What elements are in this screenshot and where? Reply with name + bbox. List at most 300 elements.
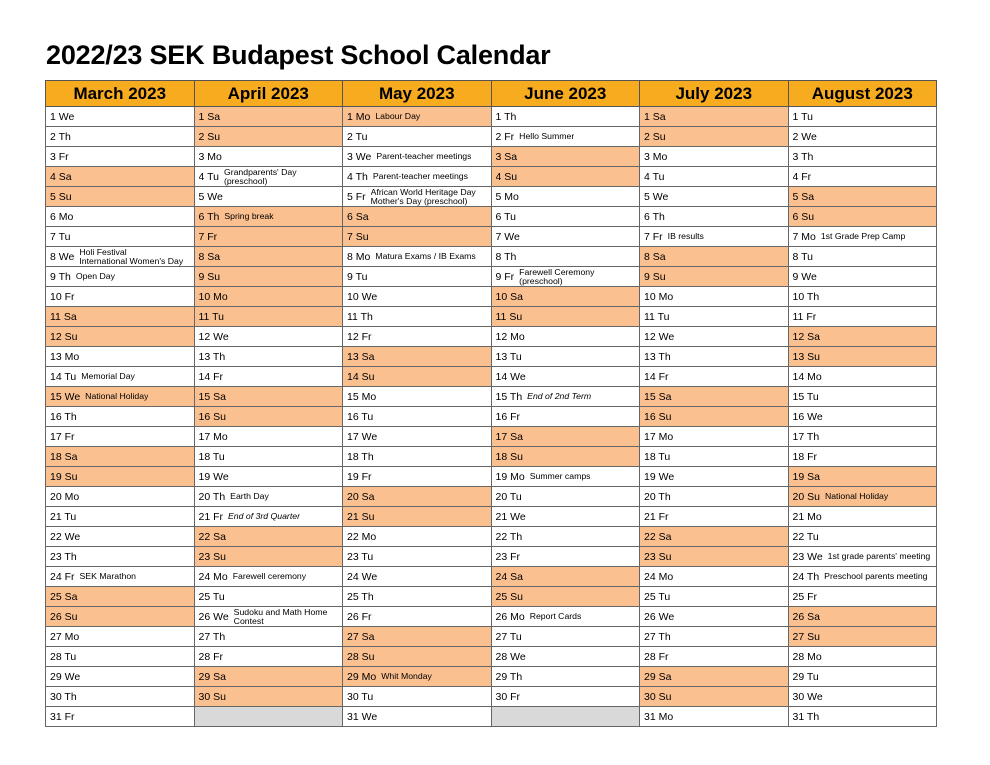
day-cell bbox=[194, 707, 343, 727]
day-content bbox=[644, 507, 788, 526]
day-label: 6 Mo bbox=[50, 210, 74, 223]
day-label: 17 We bbox=[347, 430, 378, 443]
day-cell bbox=[491, 207, 640, 227]
day-content bbox=[50, 627, 194, 646]
day-cell bbox=[640, 367, 789, 387]
day-content bbox=[50, 667, 194, 686]
day-cell bbox=[640, 227, 789, 247]
day-label: 5 Fr bbox=[347, 190, 366, 203]
day-cell bbox=[194, 447, 343, 467]
day-cell bbox=[640, 267, 789, 287]
day-cell bbox=[194, 467, 343, 487]
day-content bbox=[644, 127, 788, 146]
day-cell bbox=[343, 247, 492, 267]
day-content bbox=[793, 107, 937, 126]
day-content bbox=[347, 307, 491, 326]
day-label: 27 Su bbox=[792, 630, 820, 643]
day-content bbox=[50, 567, 194, 586]
day-label: 23 Th bbox=[50, 550, 77, 563]
calendar-body bbox=[46, 107, 937, 727]
day-label: 12 Mo bbox=[495, 330, 525, 343]
day-cell bbox=[194, 147, 343, 167]
day-content bbox=[496, 607, 640, 626]
day-content bbox=[496, 267, 640, 286]
day-cell bbox=[640, 307, 789, 327]
day-label: 16 Fr bbox=[495, 410, 521, 423]
day-content bbox=[347, 687, 491, 706]
day-label: 27 Tu bbox=[495, 630, 522, 643]
day-cell bbox=[343, 667, 492, 687]
day-label: 22 Tu bbox=[792, 530, 819, 543]
day-content bbox=[793, 567, 937, 586]
day-label: 3 Mo bbox=[644, 150, 668, 163]
day-label: 18 Tu bbox=[644, 450, 671, 463]
day-content bbox=[50, 587, 194, 606]
day-content bbox=[793, 587, 937, 606]
day-content bbox=[347, 227, 491, 246]
day-content bbox=[347, 167, 491, 186]
day-label: 23 Tu bbox=[347, 550, 374, 563]
day-content bbox=[793, 447, 937, 466]
day-label: 26 Fr bbox=[347, 610, 372, 623]
day-cell bbox=[343, 467, 492, 487]
day-label: 25 Th bbox=[347, 590, 374, 603]
day-content bbox=[644, 487, 788, 506]
event-note: Spring break bbox=[224, 212, 274, 221]
day-content bbox=[199, 527, 343, 546]
day-content bbox=[644, 547, 788, 566]
day-content bbox=[199, 607, 343, 626]
calendar-row bbox=[46, 307, 937, 327]
day-content bbox=[793, 127, 937, 146]
day-label: 21 Su bbox=[347, 510, 375, 523]
day-label: 9 Su bbox=[644, 270, 666, 283]
day-cell bbox=[194, 307, 343, 327]
day-cell bbox=[343, 367, 492, 387]
day-cell bbox=[640, 707, 789, 727]
day-content bbox=[199, 347, 343, 366]
month-header: June 2023 bbox=[491, 81, 640, 107]
day-label: 12 Su bbox=[50, 330, 78, 343]
day-content bbox=[199, 687, 343, 706]
day-label: 19 Mo bbox=[495, 470, 525, 483]
day-cell bbox=[343, 127, 492, 147]
event-note: SEK Marathon bbox=[79, 572, 137, 581]
day-content bbox=[199, 307, 343, 326]
day-label: 21 Fr bbox=[198, 510, 224, 523]
day-content bbox=[50, 367, 194, 386]
event-note: Holi Festival International Women's Day bbox=[79, 247, 184, 266]
day-cell bbox=[640, 387, 789, 407]
day-cell bbox=[343, 267, 492, 287]
month-header: April 2023 bbox=[194, 81, 343, 107]
day-label: 28 Tu bbox=[50, 650, 77, 663]
day-content bbox=[347, 587, 491, 606]
calendar-row bbox=[46, 127, 937, 147]
day-cell bbox=[491, 387, 640, 407]
day-content bbox=[199, 207, 343, 226]
day-label: 19 Su bbox=[50, 470, 78, 483]
day-cell bbox=[343, 487, 492, 507]
day-label: 5 We bbox=[198, 190, 223, 203]
day-cell bbox=[343, 387, 492, 407]
event-note: Whit Monday bbox=[381, 672, 432, 681]
day-cell bbox=[788, 287, 937, 307]
day-content bbox=[199, 107, 343, 126]
day-label: 12 We bbox=[198, 330, 229, 343]
day-content bbox=[496, 167, 640, 186]
day-label: 18 Th bbox=[347, 450, 374, 463]
event-note: End of 3rd Quarter bbox=[228, 512, 300, 521]
day-content bbox=[347, 547, 491, 566]
day-label: 26 Sa bbox=[792, 610, 820, 623]
day-cell bbox=[788, 507, 937, 527]
day-cell bbox=[46, 127, 195, 147]
event-note: Memorial Day bbox=[81, 372, 135, 381]
calendar-row bbox=[46, 107, 937, 127]
day-label: 18 Tu bbox=[198, 450, 225, 463]
day-content bbox=[496, 327, 640, 346]
day-label: 5 Su bbox=[50, 190, 72, 203]
day-cell bbox=[194, 667, 343, 687]
day-label: 16 We bbox=[792, 410, 823, 423]
day-content bbox=[644, 367, 788, 386]
day-content bbox=[644, 567, 788, 586]
day-content bbox=[793, 247, 937, 266]
day-content bbox=[644, 667, 788, 686]
day-label: 4 Tu bbox=[198, 170, 219, 183]
day-label: 7 Fr bbox=[644, 230, 663, 243]
day-label: 15 Sa bbox=[198, 390, 226, 403]
calendar-row bbox=[46, 487, 937, 507]
calendar-row bbox=[46, 427, 937, 447]
day-label: 4 Tu bbox=[644, 170, 665, 183]
day-label: 1 Mo bbox=[347, 110, 371, 123]
calendar-table bbox=[45, 80, 937, 727]
day-content bbox=[347, 247, 491, 266]
day-content bbox=[644, 187, 788, 206]
day-label: 9 Su bbox=[198, 270, 221, 283]
day-cell bbox=[194, 687, 343, 707]
day-content bbox=[199, 487, 343, 506]
day-cell bbox=[491, 527, 640, 547]
day-label: 10 We bbox=[347, 290, 378, 303]
calendar-row bbox=[46, 587, 937, 607]
day-content bbox=[496, 147, 640, 166]
day-content bbox=[347, 447, 491, 466]
day-content bbox=[347, 127, 491, 146]
day-content bbox=[50, 347, 194, 366]
event-note: Farewell Ceremony (preschool) bbox=[519, 267, 595, 286]
day-cell bbox=[343, 707, 492, 727]
day-label: 3 We bbox=[347, 150, 372, 163]
day-content bbox=[496, 667, 640, 686]
calendar-row bbox=[46, 187, 937, 207]
day-content bbox=[496, 587, 640, 606]
day-cell bbox=[491, 627, 640, 647]
day-cell bbox=[343, 147, 492, 167]
day-cell bbox=[788, 147, 937, 167]
day-cell bbox=[343, 567, 492, 587]
day-cell bbox=[491, 507, 640, 527]
day-label: 18 Fr bbox=[792, 450, 818, 463]
calendar-row bbox=[46, 407, 937, 427]
day-cell bbox=[788, 687, 937, 707]
day-cell bbox=[194, 267, 343, 287]
calendar-row bbox=[46, 527, 937, 547]
day-cell bbox=[194, 207, 343, 227]
day-cell bbox=[640, 247, 789, 267]
calendar-row bbox=[46, 167, 937, 187]
day-content bbox=[347, 107, 491, 126]
day-label: 10 Th bbox=[792, 290, 820, 303]
day-cell bbox=[194, 227, 343, 247]
day-cell bbox=[343, 547, 492, 567]
day-label: 20 Su bbox=[792, 490, 820, 503]
day-cell bbox=[194, 287, 343, 307]
day-cell bbox=[491, 607, 640, 627]
day-label: 24 Fr bbox=[50, 570, 75, 583]
calendar-row bbox=[46, 247, 937, 267]
event-note: Hello Summer bbox=[519, 132, 575, 141]
day-label: 27 Th bbox=[644, 630, 671, 643]
day-cell bbox=[640, 347, 789, 367]
day-content bbox=[50, 607, 194, 626]
day-label: 13 Th bbox=[644, 350, 671, 363]
day-label: 16 Tu bbox=[347, 410, 374, 423]
day-label: 23 Su bbox=[644, 550, 672, 563]
day-content bbox=[199, 547, 343, 566]
day-content bbox=[496, 467, 640, 486]
event-note: Parent-teacher meetings bbox=[376, 152, 472, 161]
day-content bbox=[793, 427, 937, 446]
day-content bbox=[793, 367, 937, 386]
day-label: 29 We bbox=[50, 670, 81, 683]
day-cell bbox=[788, 127, 937, 147]
day-cell bbox=[640, 187, 789, 207]
day-label: 12 We bbox=[644, 330, 675, 343]
day-cell bbox=[46, 207, 195, 227]
day-cell bbox=[640, 587, 789, 607]
day-cell bbox=[343, 587, 492, 607]
day-label: 30 Su bbox=[198, 690, 226, 703]
day-cell bbox=[491, 247, 640, 267]
day-cell bbox=[46, 347, 195, 367]
day-content bbox=[496, 507, 640, 526]
day-cell bbox=[46, 627, 195, 647]
day-label: 2 Tu bbox=[347, 130, 368, 143]
day-content bbox=[644, 627, 788, 646]
day-label: 3 Th bbox=[792, 150, 814, 163]
day-cell bbox=[788, 247, 937, 267]
day-label: 16 Th bbox=[50, 410, 77, 423]
day-label: 28 Fr bbox=[644, 650, 669, 663]
day-content bbox=[793, 607, 937, 626]
day-cell bbox=[491, 647, 640, 667]
day-content bbox=[50, 127, 194, 146]
day-label: 22 Mo bbox=[347, 530, 377, 543]
event-note: End of 2nd Term bbox=[527, 392, 592, 401]
day-content bbox=[347, 507, 491, 526]
day-label: 22 We bbox=[50, 530, 81, 543]
day-label: 2 Th bbox=[50, 130, 71, 143]
day-content bbox=[50, 107, 194, 126]
calendar-row bbox=[46, 147, 937, 167]
day-content bbox=[50, 647, 194, 666]
day-cell bbox=[491, 167, 640, 187]
day-cell bbox=[194, 647, 343, 667]
day-label: 17 Fr bbox=[50, 430, 75, 443]
day-label: 27 Sa bbox=[347, 630, 375, 643]
calendar-row bbox=[46, 667, 937, 687]
day-cell bbox=[46, 187, 195, 207]
day-cell bbox=[788, 187, 937, 207]
event-note: Grandparents' Day (preschool) bbox=[223, 167, 297, 186]
day-label: 28 Su bbox=[347, 650, 375, 663]
day-cell bbox=[640, 687, 789, 707]
day-cell bbox=[491, 367, 640, 387]
day-label: 28 Mo bbox=[792, 650, 822, 663]
day-cell bbox=[788, 387, 937, 407]
day-content bbox=[496, 127, 640, 146]
day-content bbox=[793, 227, 937, 246]
calendar-row bbox=[46, 387, 937, 407]
day-cell bbox=[46, 167, 195, 187]
day-content bbox=[199, 267, 343, 286]
page-title: 2022/23 SEK Budapest School Calendar bbox=[46, 40, 551, 70]
day-content bbox=[50, 687, 194, 706]
day-cell bbox=[343, 287, 492, 307]
day-cell bbox=[788, 447, 937, 467]
day-cell bbox=[491, 567, 640, 587]
day-label: 6 Th bbox=[198, 210, 220, 223]
day-label: 9 Tu bbox=[347, 270, 368, 283]
event-note: Labour Day bbox=[375, 112, 421, 121]
day-label: 9 Th bbox=[50, 270, 71, 283]
day-content bbox=[347, 147, 491, 166]
calendar-row bbox=[46, 687, 937, 707]
day-content bbox=[793, 647, 937, 666]
day-content bbox=[496, 427, 640, 446]
day-content bbox=[347, 187, 491, 206]
day-cell bbox=[46, 307, 195, 327]
day-label: 31 Mo bbox=[644, 710, 674, 723]
day-label: 8 Th bbox=[495, 250, 517, 263]
day-label: 16 Su bbox=[644, 410, 672, 423]
day-label: 30 Su bbox=[644, 690, 672, 703]
day-label: 11 Su bbox=[495, 310, 523, 323]
day-cell bbox=[640, 647, 789, 667]
day-cell bbox=[343, 107, 492, 127]
day-content bbox=[199, 247, 343, 266]
day-cell bbox=[491, 467, 640, 487]
calendar-row bbox=[46, 547, 937, 567]
day-label: 6 Sa bbox=[347, 210, 369, 223]
calendar-row bbox=[46, 267, 937, 287]
day-content bbox=[496, 287, 640, 306]
event-note: Earth Day bbox=[230, 492, 269, 501]
day-content bbox=[50, 447, 194, 466]
day-label: 26 We bbox=[644, 610, 675, 623]
day-label: 16 Su bbox=[198, 410, 226, 423]
day-content bbox=[199, 427, 343, 446]
day-cell bbox=[194, 607, 343, 627]
day-content bbox=[50, 527, 194, 546]
day-label: 23 Su bbox=[198, 550, 226, 563]
day-content bbox=[496, 407, 640, 426]
day-label: 14 Fr bbox=[198, 370, 224, 383]
day-content bbox=[347, 707, 491, 726]
day-content bbox=[347, 427, 491, 446]
day-content bbox=[50, 547, 194, 566]
day-content bbox=[496, 447, 640, 466]
day-label: 4 Su bbox=[495, 170, 518, 183]
day-content bbox=[199, 187, 343, 206]
day-label: 17 Sa bbox=[495, 430, 523, 443]
day-cell bbox=[788, 627, 937, 647]
day-label: 13 Th bbox=[198, 350, 226, 363]
day-content bbox=[496, 387, 640, 406]
day-content bbox=[50, 407, 194, 426]
event-note: Matura Exams / IB Exams bbox=[375, 252, 476, 261]
day-label: 8 Sa bbox=[644, 250, 666, 263]
calendar-row bbox=[46, 287, 937, 307]
day-cell bbox=[788, 427, 937, 447]
day-content bbox=[793, 147, 937, 166]
day-content bbox=[50, 147, 194, 166]
day-label: 10 Mo bbox=[198, 290, 228, 303]
day-cell bbox=[788, 407, 937, 427]
day-label: 1 We bbox=[50, 110, 75, 123]
day-content bbox=[496, 367, 640, 386]
day-cell bbox=[46, 427, 195, 447]
event-note: Farewell ceremony bbox=[232, 572, 307, 581]
day-content bbox=[644, 447, 788, 466]
day-label: 24 Sa bbox=[495, 570, 523, 583]
day-label: 6 Tu bbox=[495, 210, 516, 223]
day-cell bbox=[343, 187, 492, 207]
day-label: 25 Fr bbox=[792, 590, 818, 603]
day-content bbox=[50, 207, 194, 226]
day-cell bbox=[491, 187, 640, 207]
day-cell bbox=[194, 387, 343, 407]
day-label: 26 We bbox=[198, 610, 229, 623]
day-label: 2 Su bbox=[198, 130, 221, 143]
event-note: Parent-teacher meetings bbox=[372, 172, 468, 181]
day-cell bbox=[788, 647, 937, 667]
day-content bbox=[793, 387, 937, 406]
day-label: 11 Fr bbox=[792, 310, 817, 323]
day-cell bbox=[640, 607, 789, 627]
day-cell bbox=[46, 107, 195, 127]
day-label: 30 We bbox=[792, 690, 823, 703]
day-cell bbox=[640, 327, 789, 347]
day-cell bbox=[491, 267, 640, 287]
day-cell bbox=[788, 367, 937, 387]
day-label: 28 Fr bbox=[198, 650, 224, 663]
day-label: 1 Th bbox=[495, 110, 517, 123]
day-cell bbox=[640, 447, 789, 467]
day-label: 23 We bbox=[792, 550, 823, 563]
day-content bbox=[347, 407, 491, 426]
day-cell bbox=[491, 427, 640, 447]
day-cell bbox=[343, 687, 492, 707]
day-cell bbox=[46, 567, 195, 587]
day-content bbox=[644, 307, 788, 326]
day-content bbox=[199, 367, 343, 386]
day-label: 12 Sa bbox=[792, 330, 820, 343]
day-label: 4 Fr bbox=[792, 170, 812, 183]
